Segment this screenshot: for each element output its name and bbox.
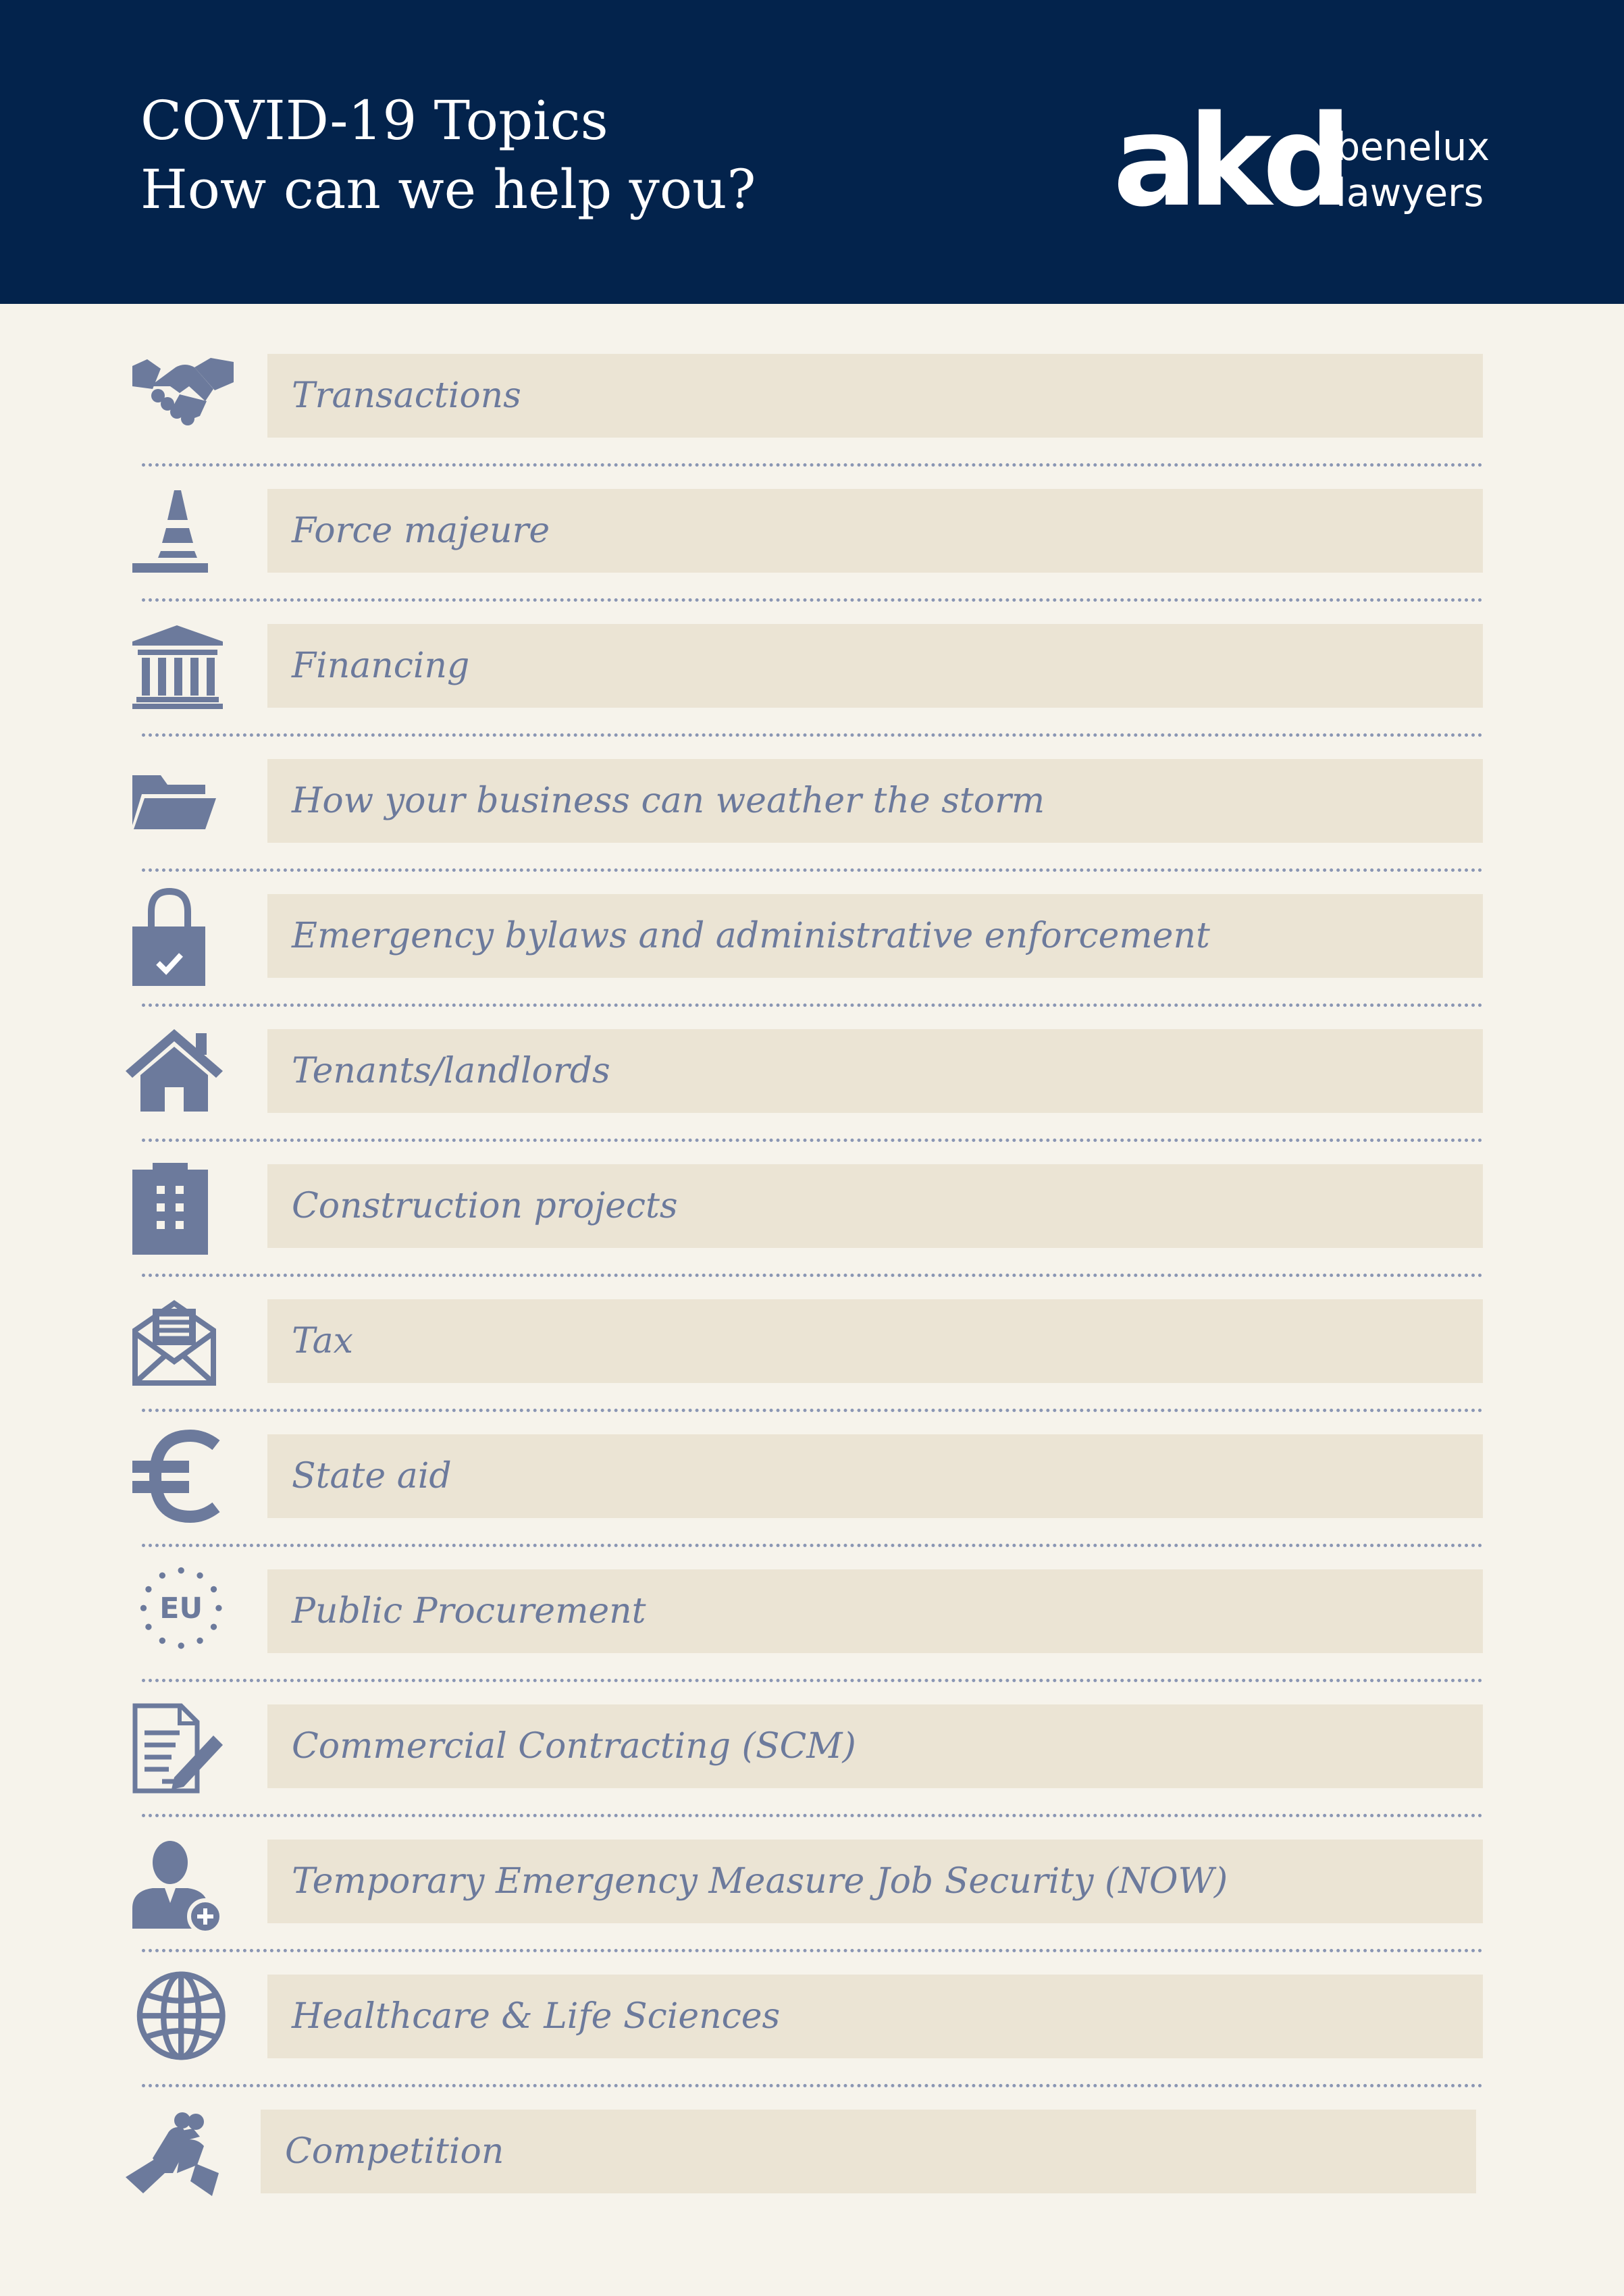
topic-label: Force majeure: [292, 511, 550, 551]
topic-bar[interactable]: [267, 1569, 1483, 1653]
topic-bar[interactable]: [267, 1434, 1483, 1518]
dotted-divider: [142, 1949, 1483, 1952]
logo-mark: akd: [1113, 88, 1343, 234]
topic-row-job-security: [0, 1838, 1624, 1973]
topic-bar[interactable]: [267, 1704, 1483, 1788]
topic-label: Public Procurement: [292, 1591, 646, 1632]
topic-label: Tax: [292, 1321, 353, 1361]
user-add-icon: [132, 1838, 234, 1926]
topic-label: Emergency bylaws and administrative enforcement: [292, 916, 1210, 956]
topic-bar[interactable]: [267, 354, 1483, 438]
traffic-cone-icon: [132, 488, 234, 575]
dotted-divider: [142, 1409, 1483, 1412]
topic-label: Temporary Emergency Measure Job Security (NOW): [292, 1861, 1228, 1902]
handshake-icon: [132, 353, 234, 440]
topic-row-competition: [0, 2108, 1624, 2243]
topic-row-commercial-contracting: [0, 1703, 1624, 1838]
topic-row-construction: [0, 1163, 1624, 1298]
contract-pen-icon: [132, 1703, 234, 1791]
akd-logo: [1113, 88, 1491, 234]
logo-text: [1336, 124, 1490, 216]
bank-icon: [132, 623, 234, 710]
folder-open-icon: [132, 758, 234, 845]
topic-label: State aid: [292, 1456, 452, 1496]
topic-label: Construction projects: [292, 1186, 678, 1226]
topic-bar[interactable]: [267, 1840, 1483, 1923]
title-line-2: How can we help you?: [140, 158, 756, 221]
topic-bar[interactable]: [267, 894, 1483, 978]
dotted-divider: [142, 1003, 1483, 1007]
globe-icon: [132, 1972, 234, 2060]
logo-line-1: benelux: [1336, 125, 1490, 169]
topic-bar[interactable]: [267, 624, 1483, 708]
title-line-1: COVID-19 Topics: [140, 89, 608, 152]
envelope-letter-icon: [132, 1298, 234, 1386]
topic-label: Competition: [285, 2131, 504, 2172]
topic-bar[interactable]: [267, 1299, 1483, 1383]
house-icon: [126, 1028, 227, 1116]
page-title: [140, 86, 756, 224]
eu-icon-text: EU: [159, 1592, 203, 1626]
dotted-divider: [142, 868, 1483, 872]
dotted-divider: [142, 1274, 1483, 1277]
dotted-divider: [142, 1544, 1483, 1547]
topic-row-tax: [0, 1298, 1624, 1433]
topic-bar[interactable]: [267, 1164, 1483, 1248]
dotted-divider: [142, 463, 1483, 467]
padlock-check-icon: [132, 893, 234, 981]
topic-label: Transactions: [292, 375, 521, 416]
dotted-divider: [142, 1139, 1483, 1142]
topic-row-transactions: [0, 353, 1624, 488]
topic-bar[interactable]: [267, 1975, 1483, 2058]
topic-row-state-aid: [0, 1433, 1624, 1568]
topic-row-weather-storm: [0, 758, 1624, 893]
dotted-divider: [142, 2084, 1483, 2087]
topic-row-healthcare: [0, 1973, 1624, 2108]
dotted-divider: [142, 733, 1483, 737]
eu-stars-icon: [132, 1567, 234, 1654]
topic-row-tenants-landlords: [0, 1028, 1624, 1163]
topic-label: How your business can weather the storm: [292, 781, 1045, 821]
topic-bar[interactable]: [261, 2110, 1476, 2193]
dotted-divider: [142, 1679, 1483, 1682]
building-icon: [132, 1163, 234, 1251]
topic-bar[interactable]: [267, 759, 1483, 843]
topic-label: Healthcare & Life Sciences: [292, 1996, 781, 2037]
topic-row-force-majeure: [0, 488, 1624, 623]
topic-row-emergency-bylaws: [0, 893, 1624, 1028]
euro-icon: [132, 1430, 234, 1518]
arm-wrestling-icon: [126, 2108, 227, 2196]
dotted-divider: [142, 1814, 1483, 1817]
topic-row-financing: [0, 623, 1624, 758]
topic-bar[interactable]: [267, 1029, 1483, 1113]
topic-label: Financing: [292, 646, 470, 686]
topic-row-public-procurement: [0, 1568, 1624, 1703]
topic-label: Tenants/landlords: [292, 1051, 610, 1091]
topic-label: Commercial Contracting (SCM): [292, 1726, 856, 1767]
header: [0, 0, 1624, 304]
logo-line-2: lawyers: [1336, 171, 1484, 215]
topic-bar[interactable]: [267, 489, 1483, 573]
dotted-divider: [142, 598, 1483, 602]
